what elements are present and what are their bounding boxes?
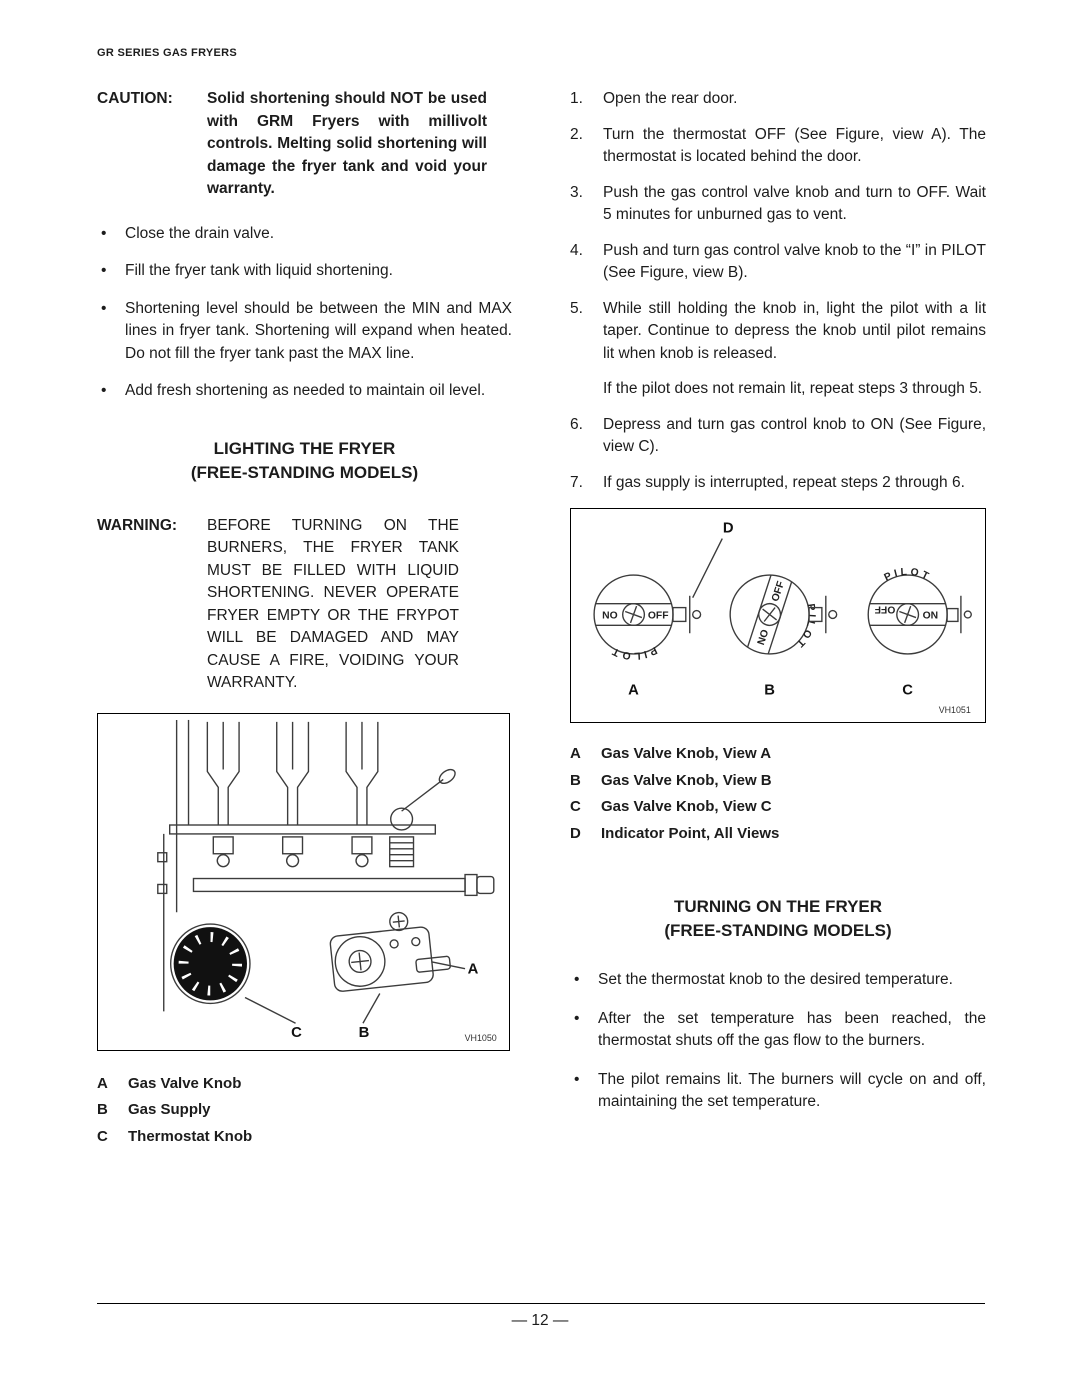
warning-block bbox=[97, 515, 512, 695]
knob-c-off-label: OFF bbox=[874, 603, 896, 615]
heading-line: (FREE-STANDING MODELS) bbox=[664, 921, 892, 940]
legend-row bbox=[570, 821, 986, 848]
legend-row bbox=[570, 741, 986, 768]
step-text: Push the gas control valve knob and turn to OFF. Wait 5 minutes for unburned gas to vent. bbox=[603, 183, 986, 223]
bullet-text: Shortening level should be between the MIN and MAX lines in fryer tank. Shortening will expand when heated. Do not fill the fryer tank past the MAX line. bbox=[125, 299, 512, 362]
step-number: 1. bbox=[570, 90, 583, 107]
figure1-code: VH1050 bbox=[464, 1032, 497, 1043]
warning-label: WARNING: bbox=[97, 516, 178, 534]
step-number: 4. bbox=[570, 241, 583, 259]
knob-b-no-label: NO bbox=[756, 628, 772, 647]
figure2-code: VH1051 bbox=[938, 705, 971, 716]
step-item bbox=[570, 240, 986, 285]
figure1-label-c: C bbox=[291, 1024, 302, 1041]
heading-line: LIGHTING THE FRYER bbox=[213, 438, 396, 458]
step-number: 2. bbox=[570, 125, 583, 143]
figure2-label-b: B bbox=[764, 682, 775, 699]
figure1-label-a: A bbox=[467, 961, 479, 978]
step-text: Depress and turn gas control knob to ON (See Figure, view C). bbox=[603, 415, 986, 455]
knob-a-off-label: OFF bbox=[647, 610, 669, 622]
legend-row bbox=[97, 1071, 512, 1098]
knob-c-on-label: ON bbox=[922, 610, 939, 622]
heading-line: (FREE-STANDING MODELS) bbox=[190, 462, 419, 482]
operation-bullet-list bbox=[570, 969, 986, 1114]
bullet-text: Add fresh shortening as needed to maintain oil level. bbox=[125, 382, 486, 399]
figure2-label-c: C bbox=[902, 682, 914, 699]
page-number: — 12 — bbox=[511, 1312, 569, 1329]
list-item bbox=[97, 223, 512, 246]
figure1-label-b: B bbox=[358, 1024, 370, 1041]
step-number: 3. bbox=[570, 183, 583, 201]
legend-label: Gas Supply bbox=[128, 1101, 211, 1118]
knob-b-off-label: OFF bbox=[770, 579, 788, 604]
caution-text: Solid shortening should NOT be used with GRM Fryers with millivolt controls. Melting solid shortening will damage the fryer tank and void your warranty. bbox=[207, 90, 487, 197]
step-item bbox=[570, 414, 986, 459]
step-text: If the pilot does not remain lit, repeat steps 3 through 5. bbox=[603, 380, 983, 397]
legend-key: C bbox=[570, 798, 581, 815]
legend-row bbox=[97, 1097, 512, 1124]
legend-key: B bbox=[97, 1101, 108, 1118]
list-item bbox=[570, 969, 986, 992]
legend-row bbox=[97, 1124, 512, 1151]
fryer-diagram bbox=[98, 714, 508, 1049]
left-column bbox=[97, 88, 512, 1150]
knob-positions-figure bbox=[570, 508, 986, 723]
prep-bullet-list bbox=[97, 223, 512, 403]
legend-key: B bbox=[570, 771, 581, 789]
warning-text: BEFORE TURNING ON THE BURNERS, THE FRYER TANK MUST BE FILLED WITH LIQUID SHORTENING. NEVER OPERATE FRYER EMPTY OR THE FRYPOT WILL BE DAMAGED AND MAY CAUSE A FIRE, VOIDING YOUR WARRANTY. bbox=[207, 516, 459, 691]
step-text: While still holding the knob in, light the pilot with a lit taper. Continue to depress the knob until pilot remains lit when knob is released. bbox=[603, 299, 986, 362]
lighting-steps bbox=[570, 88, 986, 494]
legend-key: A bbox=[97, 1074, 108, 1092]
knob-c-pilot-label: PILOT bbox=[882, 566, 933, 584]
bullet-text: Close the drain valve. bbox=[125, 224, 275, 242]
figure2-label-a: A bbox=[628, 682, 639, 699]
legend-label: Gas Valve Knob bbox=[128, 1074, 242, 1092]
step-number: 7. bbox=[570, 473, 583, 491]
legend-key: D bbox=[570, 824, 581, 842]
legend-label: Thermostat Knob bbox=[128, 1127, 253, 1145]
legend-label: Indicator Point, All Views bbox=[601, 824, 780, 842]
bullet-text: Set the thermostat knob to the desired temperature. bbox=[598, 971, 953, 988]
legend-row bbox=[570, 768, 986, 795]
list-item bbox=[97, 260, 512, 283]
step-item bbox=[570, 378, 986, 401]
footer-divider bbox=[97, 1303, 985, 1304]
step-text: Push and turn gas control valve knob to the “I” in PILOT (See Figure, view B). bbox=[603, 241, 986, 281]
right-column bbox=[570, 88, 986, 1130]
step-number: 6. bbox=[570, 415, 583, 433]
legend-label: Gas Valve Knob, View A bbox=[601, 745, 772, 762]
caution-block bbox=[97, 88, 512, 201]
step-text: Open the rear door. bbox=[603, 90, 738, 107]
step-item bbox=[570, 472, 986, 495]
legend-key: A bbox=[570, 745, 581, 762]
bullet-text: The pilot remains lit. The burners will cycle on and off, maintaining the set temperature. bbox=[598, 1070, 986, 1110]
list-item bbox=[97, 380, 512, 403]
figure1-legend bbox=[97, 1071, 512, 1151]
step-item bbox=[570, 124, 986, 169]
step-item bbox=[570, 298, 986, 366]
legend-label: Gas Valve Knob, View C bbox=[601, 798, 772, 815]
step-item bbox=[570, 182, 986, 227]
bullet-text: Fill the fryer tank with liquid shortening. bbox=[125, 262, 393, 279]
legend-row bbox=[570, 794, 986, 821]
list-item bbox=[570, 1069, 986, 1114]
heading-line: TURNING ON THE FRYER bbox=[673, 897, 883, 916]
list-item bbox=[570, 1008, 986, 1053]
legend-key: C bbox=[97, 1127, 108, 1145]
list-item bbox=[97, 298, 512, 366]
caution-label: CAUTION: bbox=[97, 90, 173, 107]
page-header: GR SERIES GAS FRYERS bbox=[97, 47, 238, 59]
knob-a-pilot-label: PILOT bbox=[608, 643, 659, 661]
legend-label: Gas Valve Knob, View B bbox=[601, 771, 772, 789]
turning-on-heading bbox=[570, 895, 986, 943]
knob-b-pilot-label: PILOT bbox=[792, 603, 817, 651]
step-number bbox=[570, 378, 603, 401]
step-item bbox=[570, 88, 986, 111]
lighting-heading bbox=[97, 437, 512, 485]
step-number: 5. bbox=[570, 299, 583, 317]
fryer-diagram-figure bbox=[97, 713, 510, 1051]
knob-positions-diagram bbox=[571, 509, 984, 721]
figure2-legend bbox=[570, 741, 986, 847]
bullet-text: After the set temperature has been reached, the thermostat shuts off the gas flow to the burners. bbox=[598, 1009, 986, 1049]
knob-a-no-label: NO bbox=[602, 610, 618, 622]
step-text: Turn the thermostat OFF (See Figure, view A). The thermostat is located behind the door. bbox=[603, 125, 986, 165]
step-text: If gas supply is interrupted, repeat steps 2 through 6. bbox=[603, 473, 965, 491]
figure2-label-d: D bbox=[722, 520, 734, 537]
